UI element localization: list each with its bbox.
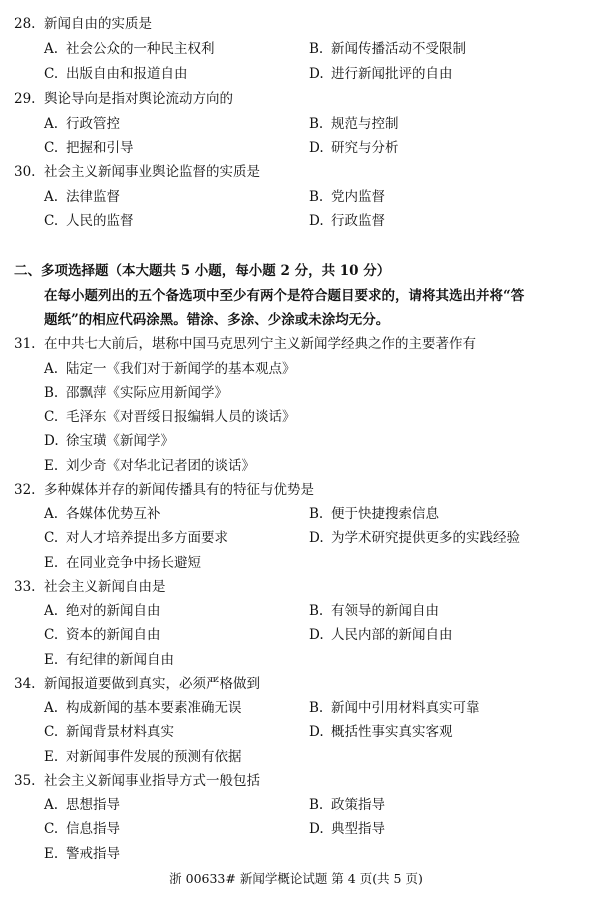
option-letter: C. (44, 213, 59, 229)
option-letter: E. (44, 846, 59, 862)
option-text: 徐宝璜《新闻学》 (66, 433, 174, 449)
option-text: 构成新闻的基本要素准确无误 (66, 700, 242, 716)
option-text: 进行新闻批评的自由 (331, 66, 453, 82)
question-number: 29. (14, 91, 36, 107)
question-stem: 多种媒体并存的新闻传播具有的特征与优势是 (44, 482, 314, 498)
option-letter: A. (44, 506, 59, 522)
question-stem: 新闻自由的实质是 (44, 16, 152, 32)
option-letter: D. (309, 627, 324, 643)
option-text: 新闻背景材料真实 (66, 724, 174, 740)
option-letter: B. (44, 385, 59, 401)
option-32-a (44, 505, 161, 523)
option-text: 便于快捷搜索信息 (331, 506, 439, 522)
option-text: 概括性事实真实客观 (331, 724, 453, 740)
option-29-c (44, 139, 134, 157)
option-letter: A. (44, 603, 59, 619)
option-letter: B. (309, 116, 324, 132)
question-stem: 在中共七大前后，堪称中国马克思列宁主义新闻学经典之作的主要著作有 (44, 336, 476, 352)
option-text: 警戒指导 (66, 846, 120, 862)
option-letter: B. (309, 506, 324, 522)
option-letter: B. (309, 700, 324, 716)
option-letter: A. (44, 797, 59, 813)
option-32-d (309, 529, 520, 547)
option-text: 法律监督 (66, 189, 120, 205)
option-letter: C. (44, 66, 59, 82)
question-stem: 舆论导向是指对舆论流动方向的 (44, 91, 233, 107)
option-text: 人民的监督 (66, 213, 134, 229)
option-text: 信息指导 (66, 821, 120, 837)
option-letter: A. (44, 189, 59, 205)
option-33-e (44, 651, 174, 669)
question-33 (14, 578, 166, 596)
option-31-a (44, 360, 296, 378)
option-letter: D. (309, 213, 324, 229)
question-31 (14, 335, 476, 353)
question-number: 34. (14, 676, 36, 692)
option-34-e (44, 748, 242, 766)
option-letter: A. (44, 116, 59, 132)
option-text: 新闻中引用材料真实可靠 (331, 700, 480, 716)
option-text: 在同业竞争中扬长避短 (66, 555, 201, 571)
option-letter: E. (44, 458, 59, 474)
question-28 (14, 15, 152, 33)
option-35-c (44, 820, 120, 838)
option-30-a (44, 188, 120, 206)
option-text: 社会公众的一种民主权利 (66, 41, 215, 57)
option-text: 对人才培养提出多方面要求 (66, 530, 228, 546)
option-28-d (309, 65, 453, 83)
option-text: 新闻传播活动不受限制 (331, 41, 466, 57)
option-letter: D. (309, 66, 324, 82)
option-text: 政策指导 (331, 797, 385, 813)
option-letter: D. (309, 140, 324, 156)
option-text: 陆定一《我们对于新闻学的基本观点》 (66, 361, 296, 377)
question-number: 28. (14, 16, 36, 32)
option-34-a (44, 699, 242, 717)
option-letter: E. (44, 749, 59, 765)
option-28-b (309, 40, 466, 58)
option-text: 行政监督 (331, 213, 385, 229)
option-33-d (309, 626, 453, 644)
option-31-b (44, 384, 228, 402)
option-text: 把握和引导 (66, 140, 134, 156)
option-letter: C. (44, 627, 59, 643)
question-stem: 社会主义新闻事业舆论监督的实质是 (44, 164, 260, 180)
section-instruction-line-2: 题纸”的相应代码涂黑。错涂、多涂、少涂或未涂均无分。 (44, 312, 390, 328)
option-text: 研究与分析 (331, 140, 399, 156)
option-33-a (44, 602, 161, 620)
question-stem: 新闻报道要做到真实，必须严格做到 (44, 676, 260, 692)
option-28-c (44, 65, 188, 83)
option-letter: B. (309, 797, 324, 813)
question-30 (14, 163, 260, 181)
question-number: 35. (14, 773, 36, 789)
option-29-d (309, 139, 399, 157)
question-stem: 社会主义新闻事业指导方式一般包括 (44, 773, 260, 789)
section-title: 二、多项选择题（本大题共 5 小题，每小题 2 分，共 10 分） (14, 263, 391, 279)
option-text: 思想指导 (66, 797, 120, 813)
question-35 (14, 772, 260, 790)
option-32-c (44, 529, 228, 547)
option-letter: B. (309, 41, 324, 57)
option-letter: D. (309, 724, 324, 740)
option-35-a (44, 796, 120, 814)
option-letter: D. (44, 433, 59, 449)
question-number: 33. (14, 579, 36, 595)
option-33-c (44, 626, 161, 644)
option-30-c (44, 212, 134, 230)
option-text: 刘少奇《对华北记者团的谈话》 (66, 458, 255, 474)
question-number: 31. (14, 336, 36, 352)
option-letter: A. (44, 41, 59, 57)
option-text: 人民内部的新闻自由 (331, 627, 453, 643)
option-letter: E. (44, 652, 59, 668)
option-letter: C. (44, 140, 59, 156)
option-35-e (44, 845, 120, 863)
option-letter: C. (44, 409, 59, 425)
option-letter: A. (44, 700, 59, 716)
option-34-c (44, 723, 174, 741)
option-28-a (44, 40, 215, 58)
option-35-d (309, 820, 385, 838)
question-number: 32. (14, 482, 36, 498)
option-letter: A. (44, 361, 59, 377)
option-30-b (309, 188, 385, 206)
option-text: 毛泽东《对晋绥日报编辑人员的谈话》 (66, 409, 296, 425)
option-34-d (309, 723, 453, 741)
question-number: 30. (14, 164, 36, 180)
option-29-b (309, 115, 399, 133)
option-text: 有领导的新闻自由 (331, 603, 439, 619)
option-letter: D. (309, 821, 324, 837)
option-text: 行政管控 (66, 116, 120, 132)
option-text: 有纪律的新闻自由 (66, 652, 174, 668)
option-text: 邵飘萍《实际应用新闻学》 (66, 385, 228, 401)
option-32-e (44, 554, 201, 572)
option-letter: E. (44, 555, 59, 571)
option-32-b (309, 505, 439, 523)
question-stem: 社会主义新闻自由是 (44, 579, 166, 595)
option-letter: C. (44, 821, 59, 837)
option-text: 典型指导 (331, 821, 385, 837)
option-31-c (44, 408, 296, 426)
option-text: 出版自由和报道自由 (66, 66, 188, 82)
question-34 (14, 675, 260, 693)
option-31-e (44, 457, 255, 475)
option-letter: B. (309, 189, 324, 205)
option-text: 规范与控制 (331, 116, 399, 132)
option-text: 资本的新闻自由 (66, 627, 161, 643)
option-text: 对新闻事件发展的预测有依据 (66, 749, 242, 765)
page-footer: 浙 00633# 新闻学概论试题 第 4 页(共 5 页) (169, 871, 423, 886)
option-30-d (309, 212, 385, 230)
option-letter: C. (44, 724, 59, 740)
option-text: 为学术研究提供更多的实践经验 (331, 530, 520, 546)
option-text: 绝对的新闻自由 (66, 603, 161, 619)
option-text: 党内监督 (331, 189, 385, 205)
option-31-d (44, 432, 174, 450)
option-letter: C. (44, 530, 59, 546)
question-32 (14, 481, 314, 499)
option-33-b (309, 602, 439, 620)
option-text: 各媒体优势互补 (66, 506, 161, 522)
option-letter: D. (309, 530, 324, 546)
section-instruction-line-1: 在每小题列出的五个备选项中至少有两个是符合题目要求的，请将其选出并将“答 (44, 288, 525, 304)
option-34-b (309, 699, 480, 717)
option-29-a (44, 115, 120, 133)
option-letter: B. (309, 603, 324, 619)
question-29 (14, 90, 233, 108)
option-35-b (309, 796, 385, 814)
